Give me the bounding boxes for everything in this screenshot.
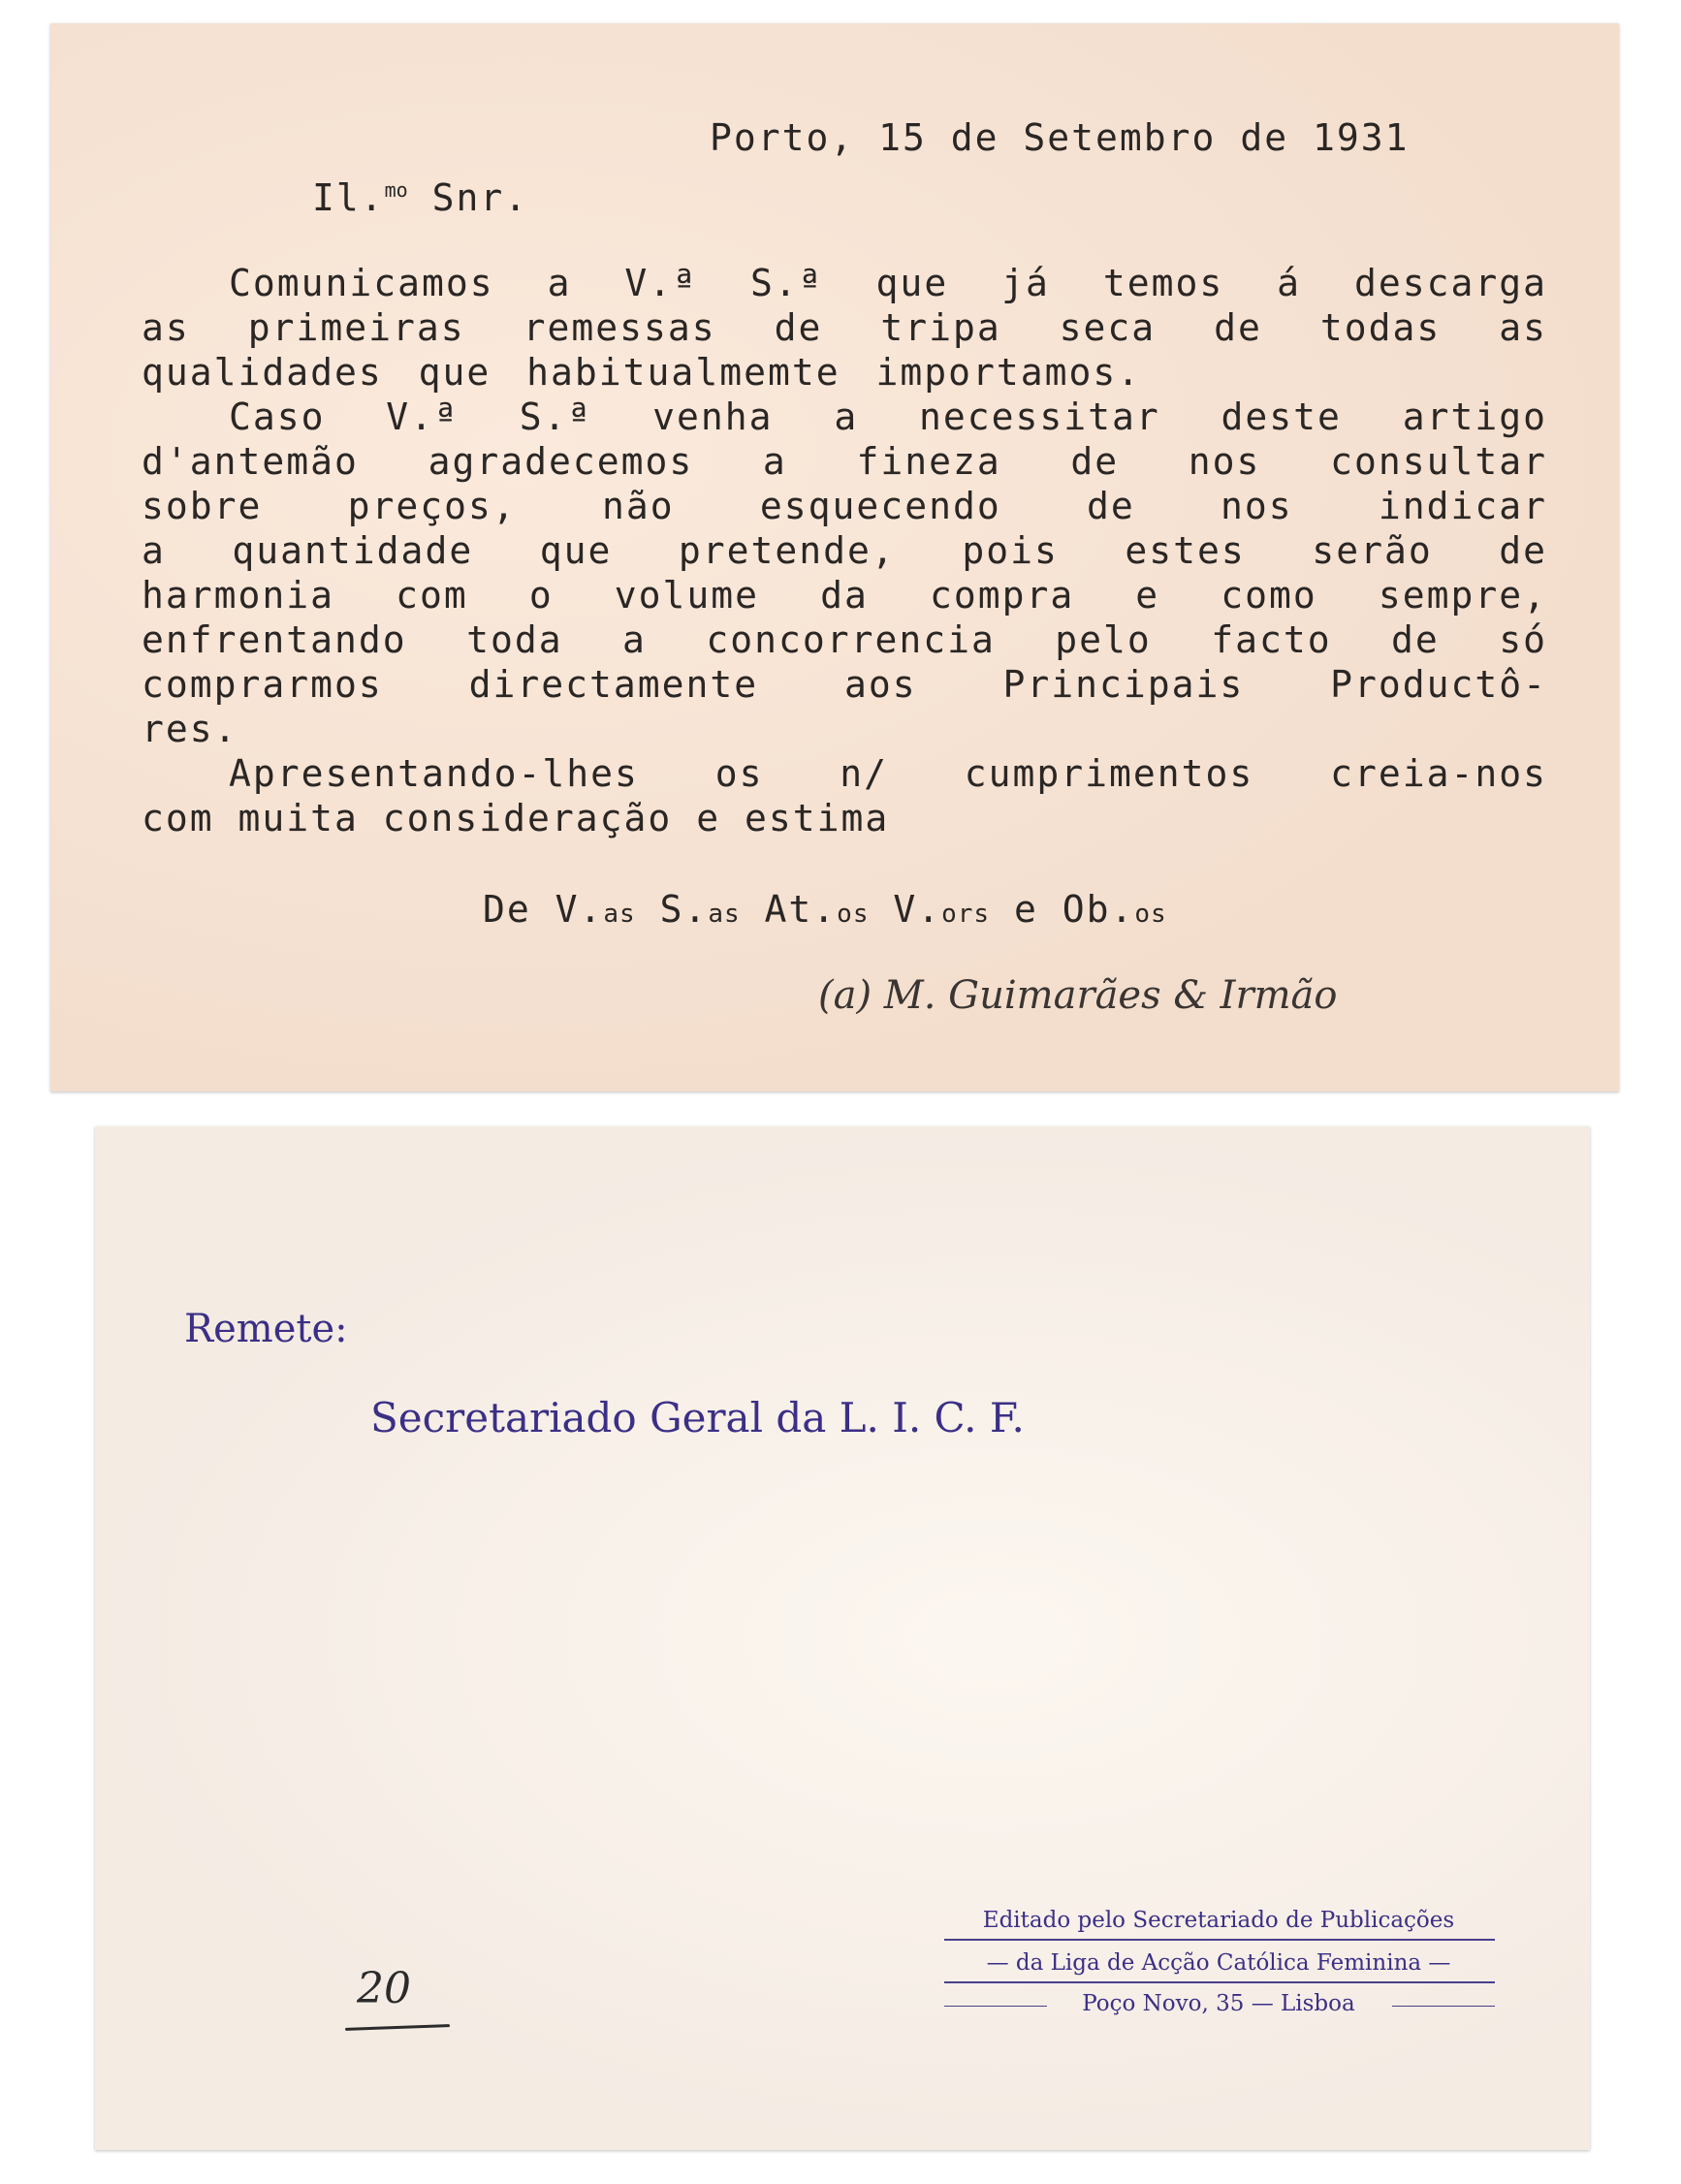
closing-part: At. xyxy=(740,888,838,931)
closing-part: os xyxy=(1134,900,1167,929)
closing-part: ors xyxy=(941,900,991,929)
letter-line: Apresentando-lhes os n/ cumprimentos creia-nos xyxy=(229,752,1547,795)
publisher-rule xyxy=(944,1939,1495,1941)
letter-line: sobre preços, não esquecendo de nos indicar xyxy=(142,485,1547,527)
letter-line: comprarmos directamente aos Principais Productô- xyxy=(142,663,1547,706)
closing-part: De V. xyxy=(483,888,604,931)
signature: (a) M. Guimarães & Irmão xyxy=(818,973,1338,1018)
closing-formula xyxy=(483,888,1167,931)
letter-line: harmonia com o volume da compra e como sempre, xyxy=(142,574,1547,617)
publisher-dash xyxy=(1392,2006,1495,2007)
closing-part: os xyxy=(837,900,870,929)
publisher-line-2: — da Liga de Acção Católica Feminina — xyxy=(986,1950,1451,1976)
publisher-line-1: Editado pelo Secretariado de Publicações xyxy=(982,1908,1455,1933)
date-line: Porto, 15 de Setembro de 1931 xyxy=(710,116,1410,159)
letter-line: a quantidade que pretende, pois estes serão de xyxy=(142,529,1547,572)
closing-part: as xyxy=(708,900,741,929)
letter-line: Caso V.ª S.ª venha a necessitar deste artigo xyxy=(229,396,1547,438)
salutation-pre: Il. xyxy=(312,176,385,219)
handwritten-underline xyxy=(345,2024,450,2031)
letter-line: enfrentando toda a concorrencia pelo facto de só xyxy=(142,618,1547,661)
sender-name: Secretariado Geral da L. I. C. F. xyxy=(370,1394,1025,1441)
letter-line: Comunicamos a V.ª S.ª que já temos á descarga xyxy=(229,262,1547,304)
closing-part: S. xyxy=(635,888,709,931)
letter-line: qualidades que habitualmemte importamos. xyxy=(142,351,1142,394)
sender-label: Remete: xyxy=(184,1307,348,1351)
salutation-post: Snr. xyxy=(407,176,529,219)
salutation-sup: mo xyxy=(384,178,408,202)
letter-line: d'antemão agradecemos a fineza de nos consultar xyxy=(142,440,1547,483)
postcard-back xyxy=(95,1126,1590,2150)
letter-line: com muita consideração e estima xyxy=(142,797,890,839)
letter-line: as primeiras remessas de tripa seca de todas as xyxy=(142,306,1547,349)
salutation xyxy=(312,176,528,219)
closing-part: e Ob. xyxy=(990,888,1135,931)
closing-part: as xyxy=(603,900,636,929)
letter-card xyxy=(50,23,1619,1092)
publisher-line-3: Poço Novo, 35 — Lisboa xyxy=(1082,1991,1355,2016)
handwritten-number: 20 xyxy=(357,1964,411,2013)
letter-line: res. xyxy=(142,708,238,750)
publisher-rule xyxy=(944,1981,1495,1983)
closing-part: V. xyxy=(869,888,942,931)
